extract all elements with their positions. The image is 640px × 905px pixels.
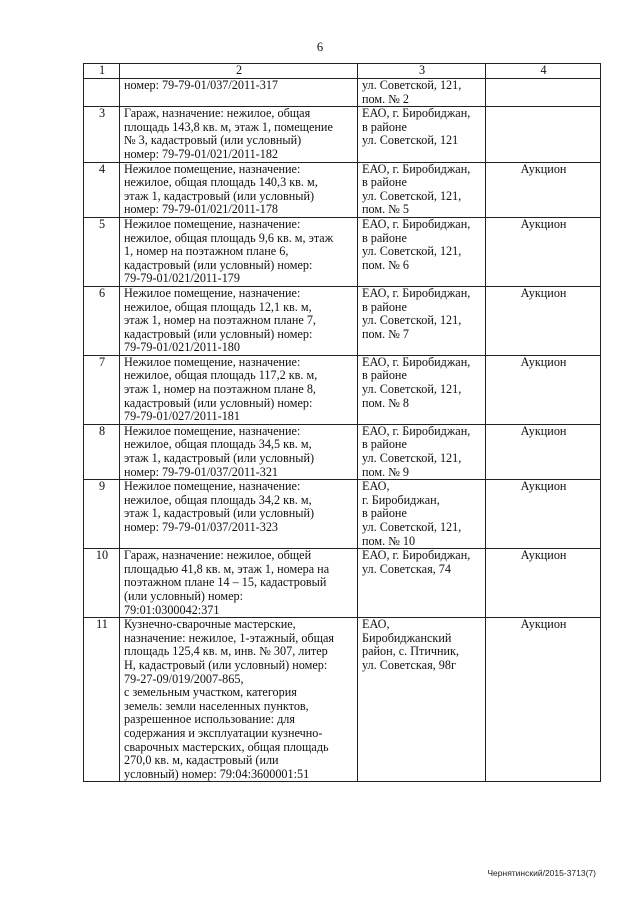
row-number: 10 xyxy=(84,549,120,618)
header-col-3: 3 xyxy=(358,64,486,79)
table-row xyxy=(84,217,601,286)
header-col-1: 1 xyxy=(84,64,120,79)
header-col-2: 2 xyxy=(120,64,358,79)
row-number: 3 xyxy=(84,107,120,162)
table-row xyxy=(84,79,601,107)
sale-method xyxy=(486,79,601,107)
table-row xyxy=(84,286,601,355)
property-description: Нежилое помещение, назначение: нежилое, общая площадь 117,2 кв. м, этаж 1, номер на поэтажном плане 8, кадастровый (или условный) номер: 79-79-01/027/2011-181 xyxy=(120,355,358,424)
table-row xyxy=(84,162,601,217)
property-description: Нежилое помещение, назначение: нежилое, общая площадь 34,5 кв. м, этаж 1, кадастровый (или условный) номер: 79-79-01/037/2011-321 xyxy=(120,424,358,479)
sale-method: Аукцион xyxy=(486,355,601,424)
row-number: 4 xyxy=(84,162,120,217)
page-number: 6 xyxy=(316,40,324,54)
row-number: 7 xyxy=(84,355,120,424)
table-row xyxy=(84,107,601,162)
property-address: ЕАО, г. Биробиджан, в районе ул. Советской, 121, пом. № 8 xyxy=(358,355,486,424)
header-col-4: 4 xyxy=(486,64,601,79)
property-address: ЕАО, г. Биробиджан, в районе ул. Советской, 121, пом. № 7 xyxy=(358,286,486,355)
property-description: Нежилое помещение, назначение: нежилое, общая площадь 140,3 кв. м, этаж 1, кадастровый (или условный) номер: 79-79-01/021/2011-178 xyxy=(120,162,358,217)
sale-method: Аукцион xyxy=(486,424,601,479)
property-address: ул. Советской, 121, пом. № 2 xyxy=(358,79,486,107)
property-address: ЕАО, г. Биробиджан, в районе ул. Советской, 121 xyxy=(358,107,486,162)
property-address: ЕАО, г. Биробиджан, в районе ул. Советской, 121, пом. № 10 xyxy=(358,480,486,549)
property-description: Гараж, назначение: нежилое, общей площадью 41,8 кв. м, этаж 1, номера на поэтажном плане 14 – 15, кадастровый (или условный) номер: 79:01:0300042:371 xyxy=(120,549,358,618)
sale-method: Аукцион xyxy=(486,162,601,217)
table-row xyxy=(84,549,601,618)
table-row xyxy=(84,480,601,549)
document-footer-code: Чернятинский/2015-3713(7) xyxy=(487,868,596,878)
property-description: Гараж, назначение: нежилое, общая площадь 143,8 кв. м, этаж 1, помещение № 3, кадастровый (или условный) номер: 79-79-01/021/2011-182 xyxy=(120,107,358,162)
sale-method: Аукцион xyxy=(486,217,601,286)
sale-method: Аукцион xyxy=(486,480,601,549)
table-row xyxy=(84,618,601,782)
property-address: ЕАО, г. Биробиджан, в районе ул. Советской, 121, пом. № 9 xyxy=(358,424,486,479)
property-table xyxy=(83,63,601,782)
row-number: 5 xyxy=(84,217,120,286)
header-row xyxy=(84,64,601,79)
table-row xyxy=(84,355,601,424)
property-description: Нежилое помещение, назначение: нежилое, общая площадь 9,6 кв. м, этаж 1, номер на поэтажном плане 6, кадастровый (или условный) номер: 79-79-01/021/2011-179 xyxy=(120,217,358,286)
property-address: ЕАО, Биробиджанский район, с. Птичник, ул. Советская, 98г xyxy=(358,618,486,782)
sale-method: Аукцион xyxy=(486,286,601,355)
property-address: ЕАО, г. Биробиджан, ул. Советская, 74 xyxy=(358,549,486,618)
sale-method xyxy=(486,107,601,162)
property-description: номер: 79-79-01/037/2011-317 xyxy=(120,79,358,107)
property-description: Нежилое помещение, назначение: нежилое, общая площадь 12,1 кв. м, этаж 1, номер на поэтажном плане 7, кадастровый (или условный) номер: 79-79-01/021/2011-180 xyxy=(120,286,358,355)
row-number xyxy=(84,79,120,107)
row-number: 6 xyxy=(84,286,120,355)
property-description: Кузнечно-сварочные мастерские, назначение: нежилое, 1-этажный, общая площадь 125,4 кв. м, инв. № 307, литер Н, кадастровый (или условный) номер: 79-27-09/019/2007-865, с земельным участком, категория земель: земли населенных пунктов, разрешенное использование: для содержания и эксплуатации кузнечно- сварочных мастерских, общая площадь 270,0 кв. м, кадастровый (или условный) номер: 79:04:3600001:51 xyxy=(120,618,358,782)
row-number: 8 xyxy=(84,424,120,479)
property-address: ЕАО, г. Биробиджан, в районе ул. Советской, 121, пом. № 5 xyxy=(358,162,486,217)
sale-method: Аукцион xyxy=(486,618,601,782)
property-description: Нежилое помещение, назначение: нежилое, общая площадь 34,2 кв. м, этаж 1, кадастровый (или условный) номер: 79-79-01/037/2011-323 xyxy=(120,480,358,549)
table-row xyxy=(84,424,601,479)
row-number: 11 xyxy=(84,618,120,782)
sale-method: Аукцион xyxy=(486,549,601,618)
property-address: ЕАО, г. Биробиджан, в районе ул. Советской, 121, пом. № 6 xyxy=(358,217,486,286)
row-number: 9 xyxy=(84,480,120,549)
